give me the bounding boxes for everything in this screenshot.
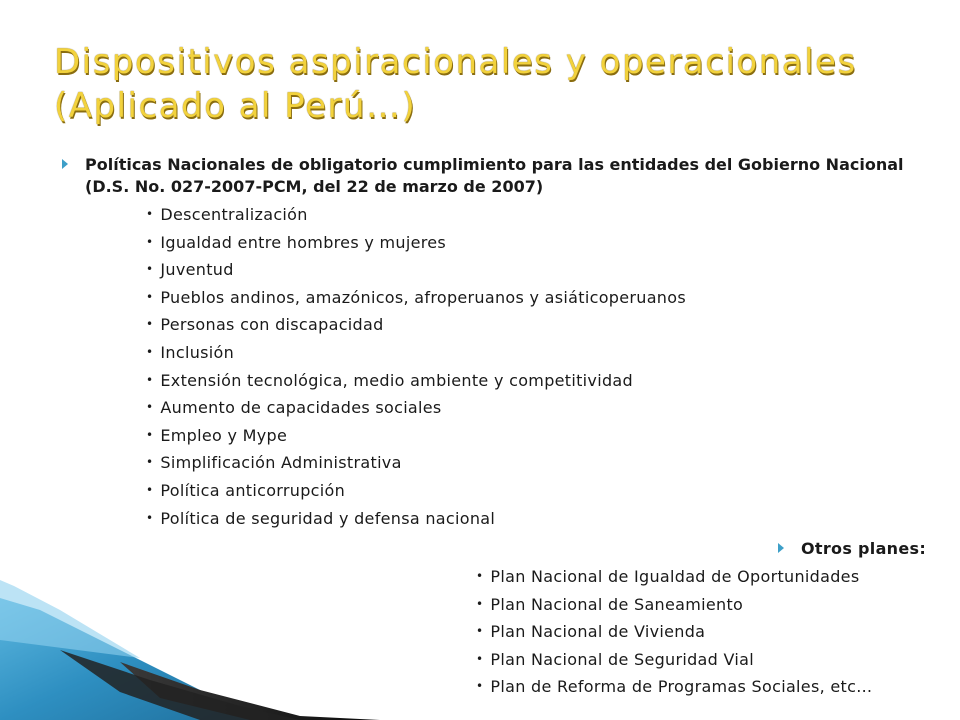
triangle-right-icon [62, 159, 68, 169]
slide-title [54, 40, 934, 128]
list-item: • Descentralización [146, 204, 686, 232]
corner-decoration [0, 580, 380, 720]
list-item: • Plan Nacional de Vivienda [476, 621, 872, 649]
title-line-2: (Aplicado al Perú…) [54, 86, 417, 126]
main-bullet [62, 154, 922, 198]
list-item: • Igualdad entre hombres y mujeres [146, 232, 686, 260]
list-item: • Inclusión [146, 342, 686, 370]
plans-list [476, 566, 872, 704]
list-item: • Juventud [146, 259, 686, 287]
triangle-right-icon [778, 543, 784, 553]
other-plans-bullet [778, 538, 926, 560]
list-item: • Política de seguridad y defensa nacional [146, 508, 686, 536]
list-item: • Personas con discapacidad [146, 314, 686, 342]
list-item: • Plan de Reforma de Programas Sociales, etc… [476, 676, 872, 704]
list-item: • Plan Nacional de Seguridad Vial [476, 649, 872, 677]
title-line-1: Dispositivos aspiracionales y operacionales [54, 42, 857, 82]
list-item: • Pueblos andinos, amazónicos, afroperuanos y asiáticoperuanos [146, 287, 686, 315]
main-bullet-line-2: (D.S. No. 027-2007-PCM, del 22 de marzo de 2007) [85, 177, 544, 196]
list-item: • Simplificación Administrativa [146, 452, 686, 480]
list-item: • Extensión tecnológica, medio ambiente y competitividad [146, 370, 686, 398]
list-item: • Aumento de capacidades sociales [146, 397, 686, 425]
main-bullet-line-1: Políticas Nacionales de obligatorio cumplimiento para las entidades del Gobierno Nacional [85, 155, 904, 174]
other-plans-label: Otros planes: [801, 539, 927, 558]
list-item: • Plan Nacional de Saneamiento [476, 594, 872, 622]
list-item: • Empleo y Mype [146, 425, 686, 453]
list-item: • Plan Nacional de Igualdad de Oportunidades [476, 566, 872, 594]
main-bullet-text [85, 154, 904, 198]
policies-list [146, 204, 686, 535]
list-item: • Política anticorrupción [146, 480, 686, 508]
